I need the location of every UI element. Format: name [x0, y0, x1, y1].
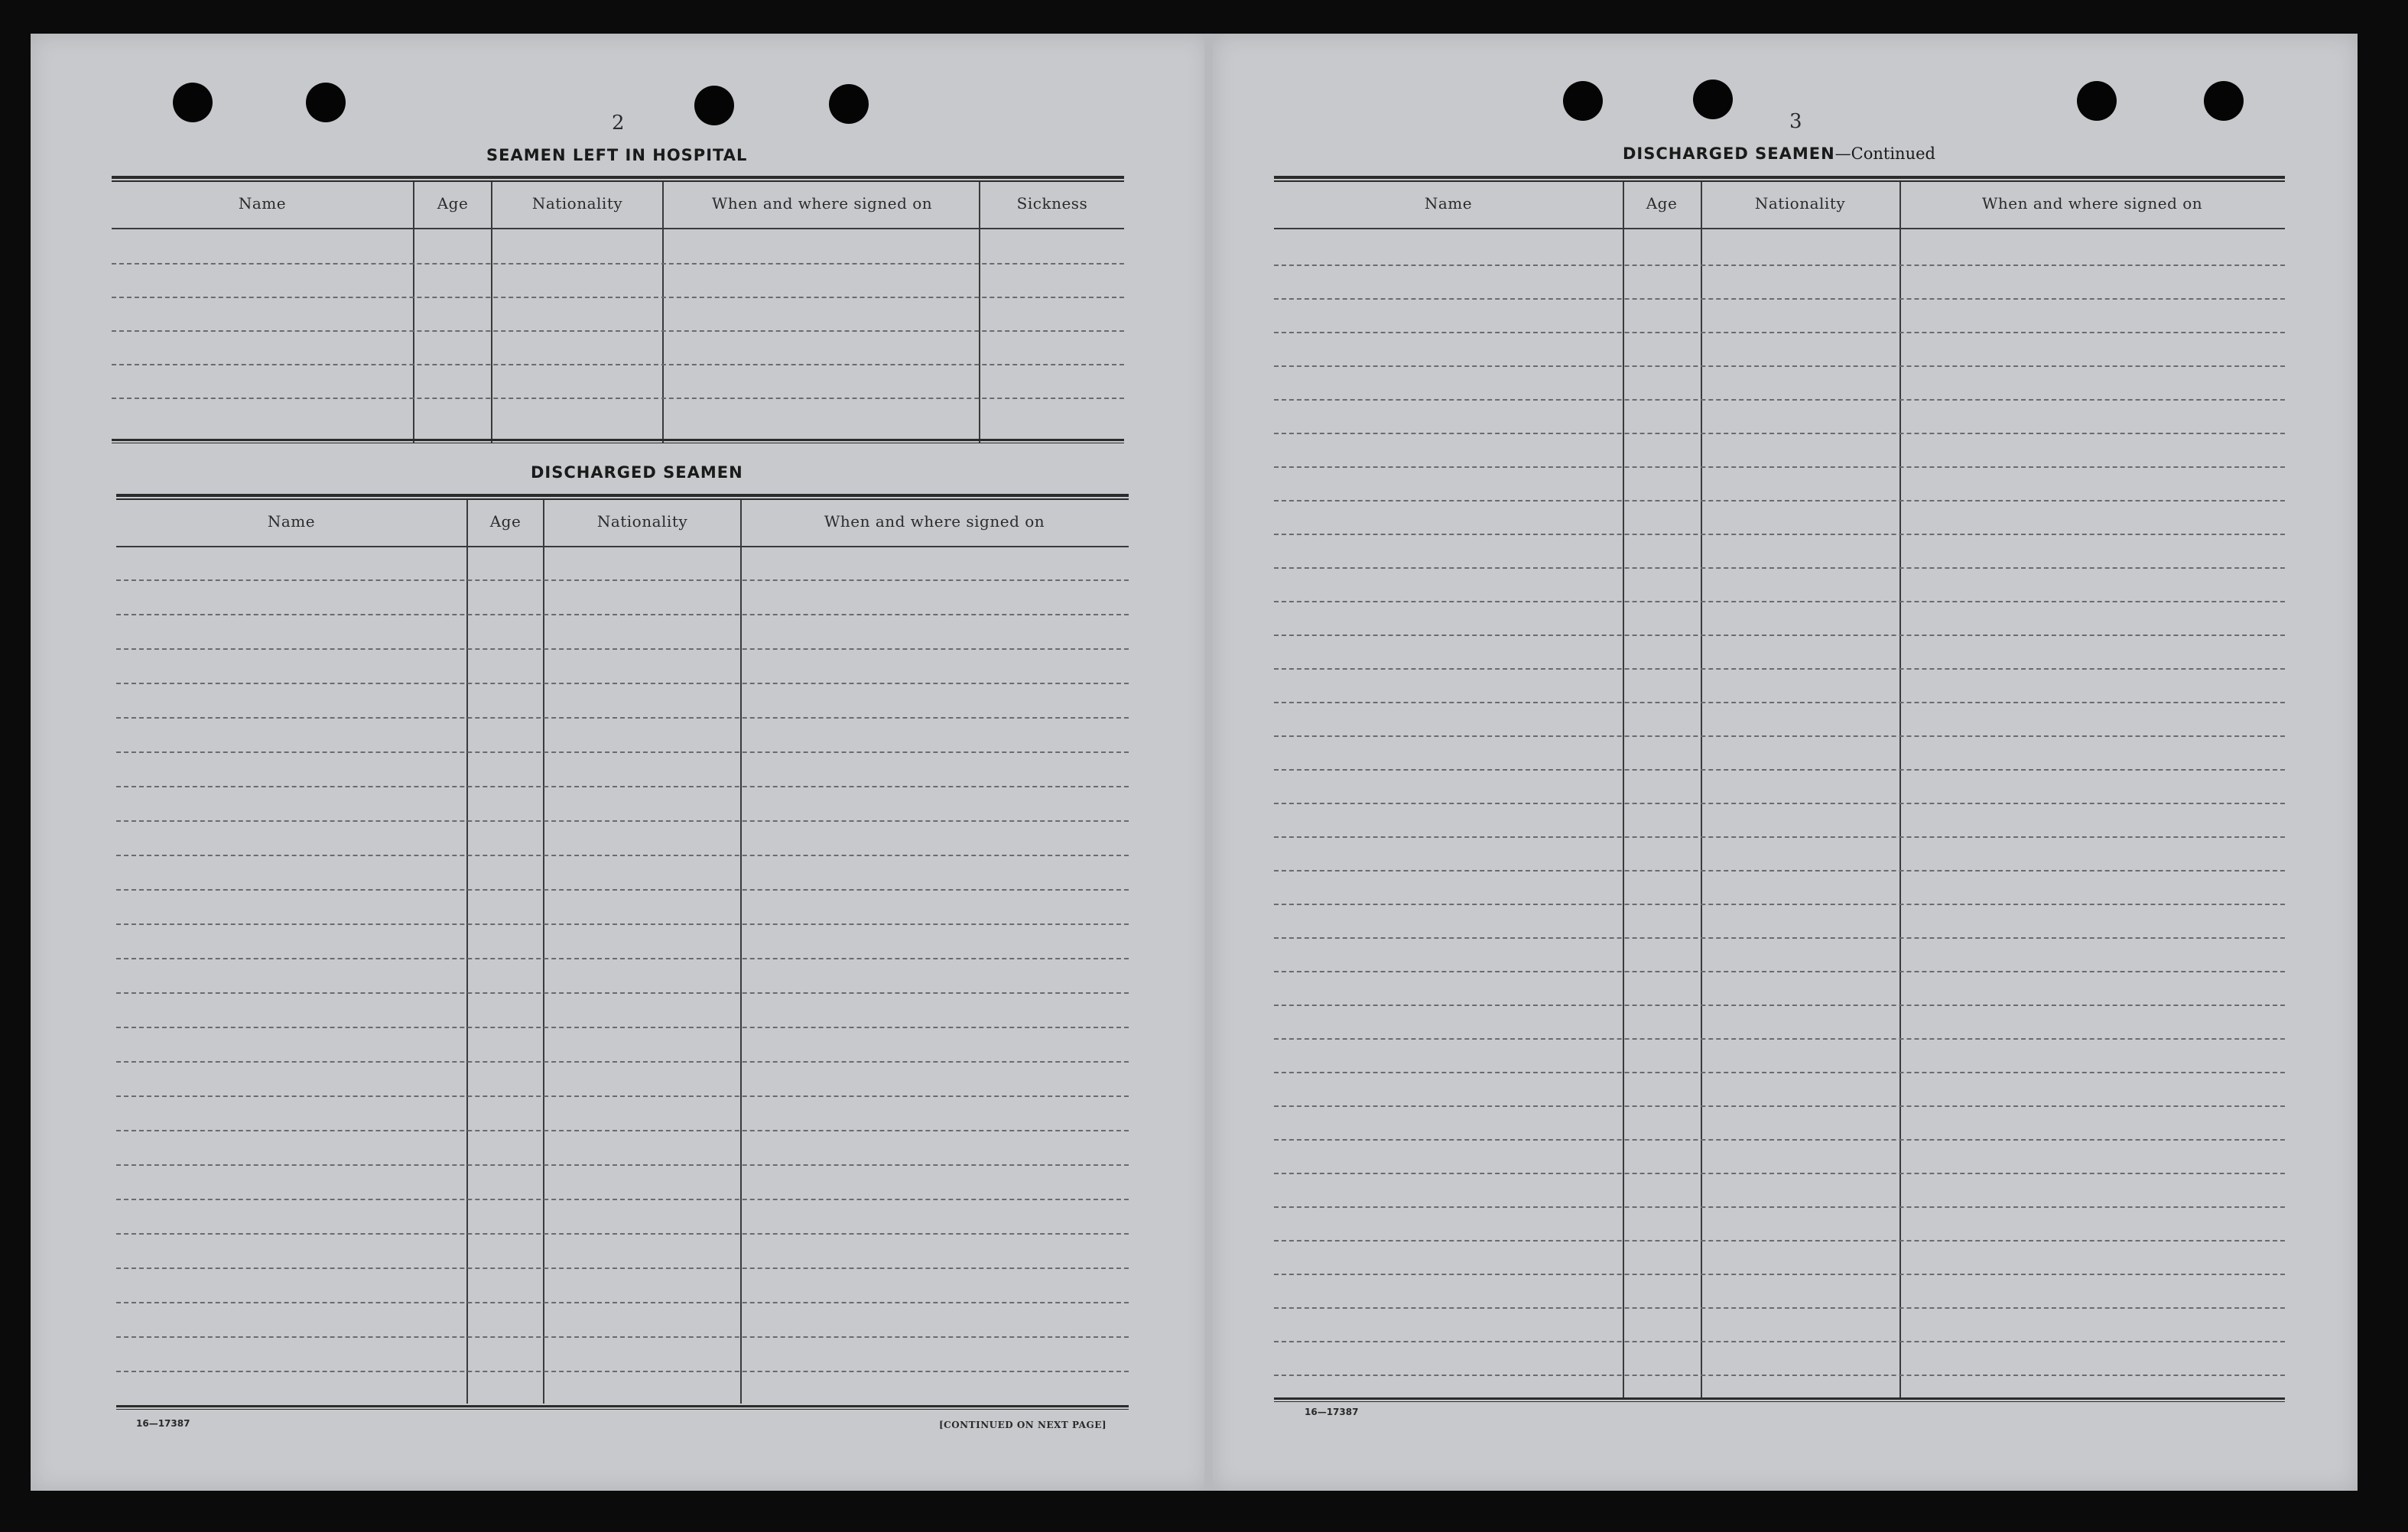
hospital-section-title: SEAMEN LEFT IN HOSPITAL	[486, 146, 748, 164]
row-line	[112, 297, 1124, 298]
column-divider	[491, 182, 492, 443]
row-line	[1274, 1005, 2285, 1006]
row-line	[1274, 1307, 2285, 1309]
column-header-when-where: When and where signed on	[824, 512, 1045, 531]
row-line	[1274, 870, 2285, 871]
row-line	[116, 855, 1129, 856]
row-line	[1274, 1173, 2285, 1174]
row-line	[1274, 399, 2285, 401]
header-rule	[112, 228, 1124, 229]
row-line	[1274, 836, 2285, 838]
row-line	[1274, 534, 2285, 535]
row-line	[1274, 601, 2285, 602]
discharged-table	[116, 494, 1129, 1411]
column-divider	[413, 182, 414, 443]
row-line	[116, 1302, 1129, 1303]
column-divider	[1899, 182, 1901, 1397]
row-line	[1274, 803, 2285, 804]
table-bottom-rule	[116, 1405, 1129, 1410]
row-line	[1274, 567, 2285, 569]
row-line	[1274, 1240, 2285, 1242]
row-line	[116, 1336, 1129, 1338]
row-line	[116, 1061, 1129, 1063]
column-header-name: Name	[238, 194, 287, 213]
form-number: 16—17387	[1305, 1407, 1359, 1417]
column-divider	[1623, 182, 1624, 1397]
row-line	[116, 683, 1129, 684]
row-line	[116, 579, 1129, 581]
row-line	[112, 364, 1124, 365]
row-line	[1274, 702, 2285, 703]
row-line	[116, 786, 1129, 787]
row-line	[1274, 735, 2285, 737]
row-line	[112, 398, 1124, 399]
row-line	[116, 648, 1129, 650]
row-line	[1274, 904, 2285, 905]
header-rule	[116, 546, 1129, 547]
column-header-name: Name	[267, 512, 316, 531]
row-line	[1274, 668, 2285, 670]
row-line	[1274, 635, 2285, 636]
row-line	[1274, 332, 2285, 333]
row-line	[1274, 433, 2285, 434]
column-divider	[1701, 182, 1702, 1397]
discharged-continued-table	[1274, 176, 2285, 1404]
row-line	[116, 1095, 1129, 1097]
row-line	[116, 1371, 1129, 1372]
page-number: 2	[612, 112, 625, 135]
section-title-main: DISCHARGED SEAMEN	[1623, 144, 1835, 163]
row-line	[116, 889, 1129, 891]
page-number: 3	[1789, 110, 1802, 133]
row-line	[1274, 1072, 2285, 1073]
row-line	[1274, 1341, 2285, 1342]
row-line	[116, 1027, 1129, 1028]
punch-hole	[829, 84, 869, 124]
column-header-nationality: Nationality	[531, 194, 623, 213]
row-line	[116, 1267, 1129, 1269]
column-header-age: Age	[437, 194, 469, 213]
row-line	[1274, 1375, 2285, 1376]
hospital-table	[112, 176, 1124, 445]
punch-hole	[1693, 80, 1733, 119]
row-line	[116, 923, 1129, 925]
row-line	[1274, 769, 2285, 771]
punch-hole	[694, 86, 734, 125]
column-header-nationality: Nationality	[596, 512, 688, 531]
row-line	[1274, 466, 2285, 468]
discharged-continued-title	[1623, 144, 1935, 163]
table-top-rule	[1274, 176, 2285, 182]
row-line	[116, 717, 1129, 719]
column-divider	[662, 182, 664, 443]
row-line	[1274, 365, 2285, 367]
punch-hole	[173, 83, 213, 122]
row-line	[1274, 1139, 2285, 1141]
punch-hole	[306, 83, 346, 122]
row-line	[112, 330, 1124, 332]
column-divider	[979, 182, 980, 443]
punch-hole	[2077, 81, 2117, 121]
row-line	[112, 263, 1124, 265]
punch-hole	[1563, 81, 1603, 121]
row-line	[116, 820, 1129, 822]
column-header-sickness: Sickness	[1016, 194, 1088, 213]
column-header-age: Age	[1646, 194, 1678, 213]
row-line	[116, 1130, 1129, 1131]
row-line	[116, 614, 1129, 615]
row-line	[1274, 1038, 2285, 1040]
row-line	[1274, 1206, 2285, 1208]
row-line	[116, 992, 1129, 994]
punch-hole	[2204, 81, 2244, 121]
table-top-rule	[116, 494, 1129, 500]
form-number: 16—17387	[136, 1418, 190, 1429]
column-header-nationality: Nationality	[1754, 194, 1846, 213]
row-line	[116, 1233, 1129, 1235]
table-bottom-rule	[1274, 1397, 2285, 1402]
header-rule	[1274, 228, 2285, 229]
row-line	[116, 751, 1129, 753]
discharged-section-title: DISCHARGED SEAMEN	[531, 463, 743, 482]
row-line	[1274, 971, 2285, 972]
continued-note: [CONTINUED ON NEXT PAGE]	[939, 1420, 1107, 1430]
table-bottom-rule	[112, 439, 1124, 443]
table-top-rule	[112, 176, 1124, 182]
row-line	[116, 958, 1129, 959]
row-line	[116, 1199, 1129, 1200]
row-line	[116, 1164, 1129, 1166]
row-line	[1274, 937, 2285, 939]
column-header-when-where: When and where signed on	[711, 194, 933, 213]
column-header-when-where: When and where signed on	[1981, 194, 2203, 213]
column-header-age: Age	[489, 512, 522, 531]
section-title-suffix: —Continued	[1834, 144, 1935, 163]
row-line	[1274, 1105, 2285, 1107]
row-line	[1274, 265, 2285, 266]
row-line	[1274, 298, 2285, 300]
column-header-name: Name	[1424, 194, 1473, 213]
row-line	[1274, 500, 2285, 501]
row-line	[1274, 1274, 2285, 1275]
